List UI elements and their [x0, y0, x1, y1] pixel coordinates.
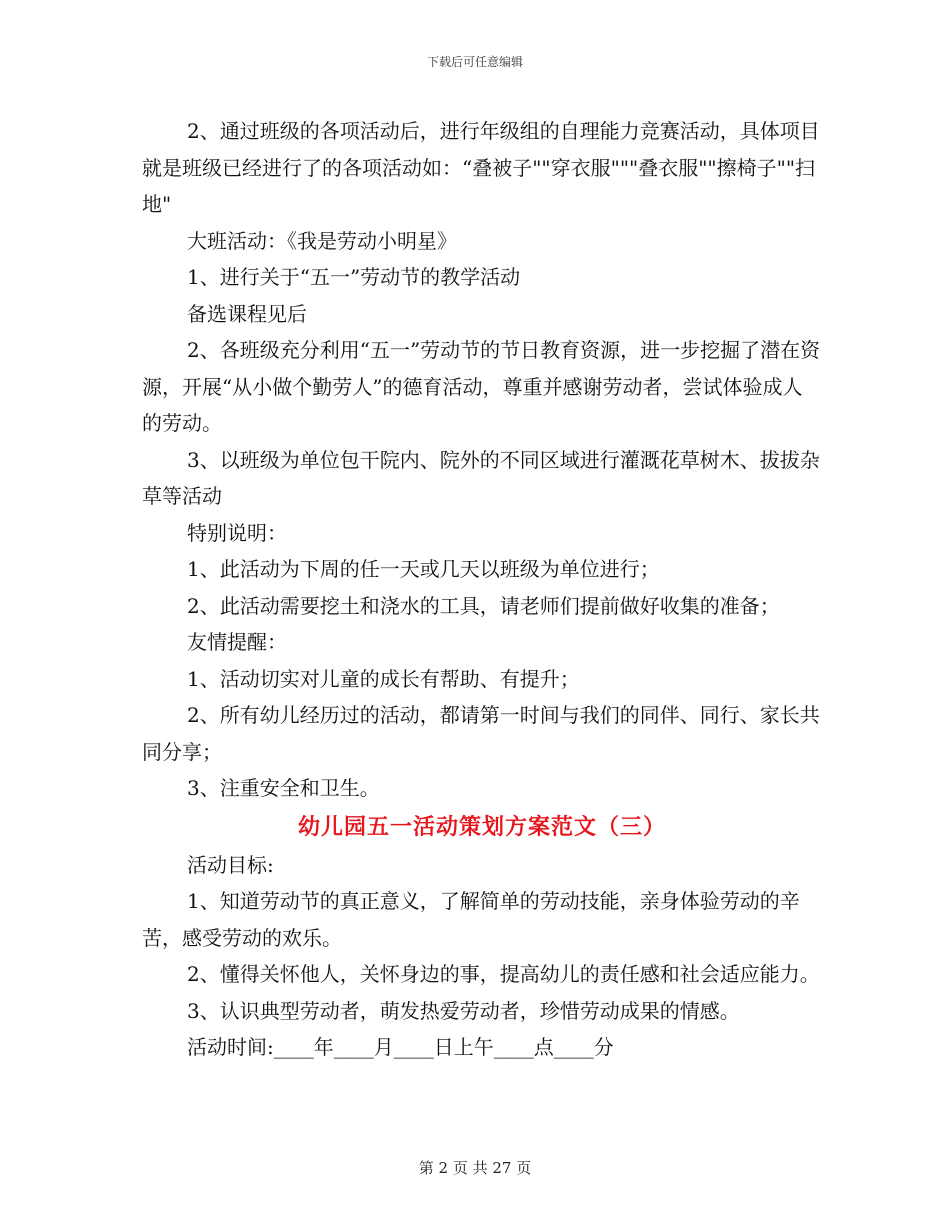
paragraph: 特别说明：: [187, 520, 287, 545]
paragraph: 2、懂得关怀他人，关怀身边的事，提高幼儿的责任感和社会适应能力。: [187, 962, 820, 986]
paragraph: 1、知道劳动节的真正意义，了解简单的劳动技能，亲身体验劳动的辛苦，感受劳动的欢乐。: [142, 889, 800, 950]
paragraph: 3、注重安全和卫生。: [187, 776, 380, 800]
page-header: 下载后可任意编辑: [426, 55, 523, 69]
paragraph: 大班活动：《我是劳动小明星》: [187, 228, 457, 253]
page-footer: 第 2 页 共 27 页: [418, 1159, 532, 1177]
paragraph: 备选课程见后: [187, 301, 307, 326]
paragraph: 活动时间:____年____月____日上午____点____分: [187, 1035, 614, 1059]
section-title: 幼儿园五一活动策划方案范文（三）: [297, 813, 666, 840]
paragraph: 1、此活动为下周的任一天或几天以班级为单位进行；: [187, 557, 660, 581]
paragraph: 3、以班级为单位包干院内、院外的不同区域进行灌溉花草树木、拔拔杂草等活动: [142, 447, 820, 508]
document-body: [142, 113, 822, 1066]
paragraph: 2、此活动需要挖土和浇水的工具，请老师们提前做好收集的准备；: [187, 593, 780, 618]
paragraph: 3、认识典型劳动者，萌发热爱劳动者，珍惜劳动成果的情感。: [187, 998, 740, 1023]
paragraph: 2、通过班级的各项活动后，进行年级组的自理能力竞赛活动，具体项目就是班级已经进行了的各项活动如：“叠被子""穿衣服"""叠衣服""擦椅子""扫地": [142, 119, 820, 216]
paragraph: 2、所有幼儿经历过的活动，都请第一时间与我们的同伴、同行、家长共同分享；: [142, 703, 820, 764]
paragraph: 活动目标:: [187, 852, 274, 877]
paragraph: 友情提醒：: [187, 630, 287, 654]
paragraph: 1、进行关于“五一”劳动节的教学活动: [187, 265, 521, 289]
paragraph: 1、活动切实对儿童的成长有帮助、有提升；: [187, 666, 580, 691]
paragraph: 2、各班级充分利用“五一”劳动节的节日教育资源，进一步挖掘了潜在资源，开展“从小做个勤劳人”的德育活动，尊重并感谢劳动者，尝试体验成人的劳动。: [142, 338, 821, 435]
